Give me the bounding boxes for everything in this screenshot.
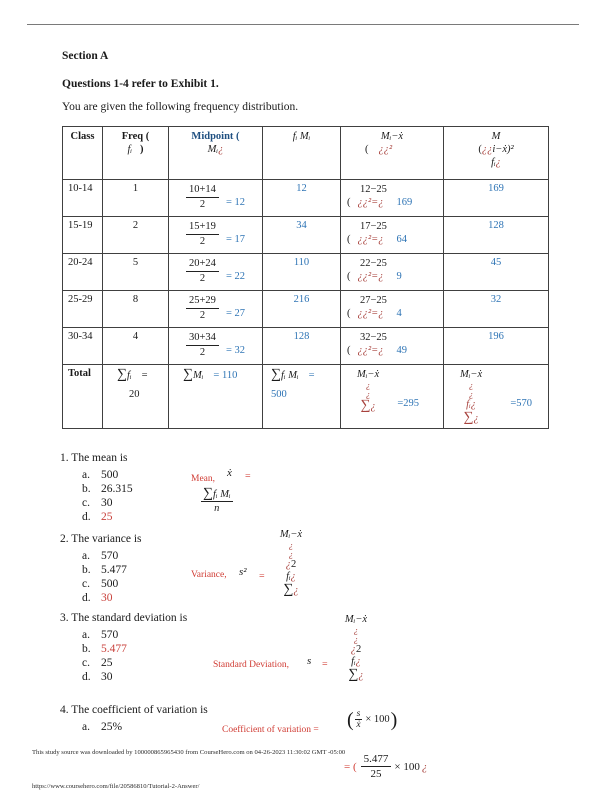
question-1: 1. The mean is a. 500 b. 26.315 c. 30 d. 25: [60, 452, 133, 523]
option-1a: a. 500: [82, 469, 119, 481]
question-2: 2. The variance is a. 570 b. 5.477 c. 500 d. 30: [60, 533, 142, 604]
section-title: Section A: [62, 50, 109, 62]
cell-deviation: 12−25 ( ¿¿²=¿ 169: [341, 180, 444, 217]
coefficient-expression: ( $\frac{s}{\text{ẋ}}$ × 100 ): [347, 708, 398, 731]
variance-variable: s²: [239, 566, 247, 578]
variance-equals: =: [259, 571, 265, 582]
option-2c: c. 500: [82, 578, 119, 590]
coefficient-formula-label: Coefficient of variation =: [222, 725, 319, 735]
cell-midpoint: $\frac{25+29}{2}$ = 27: [169, 291, 263, 328]
option-2b: b. 5.477: [82, 564, 127, 576]
stddev-formula-stack: Mᵢ−ẋ ¿ ¿ ¿2 fᵢ¿ ∑¿: [344, 614, 368, 682]
coursehero-download-note: This study source was downloaded by 100000865965430 from CourseHero.com on 04-26-2023 11:30:02 GMT -05:00: [32, 749, 346, 756]
cell-fimi: 216: [263, 291, 341, 328]
table-row: [63, 291, 549, 328]
cell-freq: 1: [103, 180, 169, 217]
coefficient-answer-expression: = ( $\frac{5.477}{25}$ × 100 ¿: [344, 753, 428, 780]
col-header-midpoint: Midpoint ( Mᵢ¿: [169, 127, 263, 180]
question-4: 4. The coefficient of variation is a. 25%: [60, 704, 208, 733]
cell-fimi: 128: [263, 328, 341, 365]
cell-squared-dev: 128: [444, 217, 549, 254]
page-divider: [27, 24, 579, 25]
exhibit-reference: Questions 1-4 refer to Exhibit 1.: [62, 78, 219, 90]
table-header-row: [63, 127, 549, 180]
table-row: [63, 328, 549, 365]
cell-total-deviation: Mᵢ−ẋ ¿ ¿ ∑¿ =295: [341, 365, 444, 429]
cell-squared-dev: 45: [444, 254, 549, 291]
option-1b: b. 26.315: [82, 483, 133, 495]
cell-midpoint: $\frac{20+24}{2}$ = 22: [169, 254, 263, 291]
col-header-squared-dev: M (¿¿i−ẋ)² fᵢ¿: [444, 127, 549, 180]
cell-total-squared-dev: Mᵢ−ẋ ¿ ¿ fᵢ¿ ∑¿ =570: [444, 365, 549, 429]
cell-midpoint: $\frac{10+14}{2}$ = 12: [169, 180, 263, 217]
option-4a: a. 25%: [82, 721, 123, 733]
cell-fimi: 110: [263, 254, 341, 291]
option-3c: c. 25: [82, 657, 113, 669]
cell-class: 20-24: [63, 254, 103, 291]
cell-deviation: 17−25 ( ¿¿²=¿ 64: [341, 217, 444, 254]
table-row: [63, 254, 549, 291]
intro-text: You are given the following frequency distribution.: [62, 101, 299, 113]
cell-total-freq: ∑fᵢ = 20: [103, 365, 169, 429]
option-3d: d. 30: [82, 671, 113, 683]
option-3b: b. 5.477: [82, 643, 127, 655]
cell-midpoint: $\frac{15+19}{2}$ = 17: [169, 217, 263, 254]
col-header-deviation: Mᵢ−ẋ ( ¿¿²: [341, 127, 444, 180]
cell-total-midpoint: ∑Mᵢ = 110: [169, 365, 263, 429]
cell-class: 15-19: [63, 217, 103, 254]
table-row: [63, 217, 549, 254]
cell-deviation: 22−25 ( ¿¿²=¿ 9: [341, 254, 444, 291]
mean-variable: ẋ: [227, 467, 232, 479]
cell-fimi: 12: [263, 180, 341, 217]
coursehero-url-link[interactable]: https://www.coursehero.com/file/20586810/Tutorial-2-Answer/: [32, 783, 200, 790]
cell-fimi: 34: [263, 217, 341, 254]
cell-freq: 2: [103, 217, 169, 254]
mean-formula-label: Mean,: [191, 474, 216, 484]
cell-deviation: 32−25 ( ¿¿²=¿ 49: [341, 328, 444, 365]
cell-total-label: Total: [63, 365, 103, 429]
option-1d: d. 25: [82, 511, 113, 523]
cell-class: 25-29: [63, 291, 103, 328]
cell-freq: 4: [103, 328, 169, 365]
cell-total-fimi: ∑fᵢ Mᵢ = 500: [263, 365, 341, 429]
col-header-freq: Freq ( fᵢ ): [103, 127, 169, 180]
frequency-table: [62, 126, 549, 429]
stddev-variable: s: [307, 655, 312, 667]
mean-equals: =: [245, 471, 251, 482]
cell-squared-dev: 196: [444, 328, 549, 365]
cell-class: 10-14: [63, 180, 103, 217]
cell-class: 30-34: [63, 328, 103, 365]
variance-formula-label: Variance,: [191, 570, 227, 580]
cell-midpoint: $\frac{30+34}{2}$ = 32: [169, 328, 263, 365]
cell-freq: 8: [103, 291, 169, 328]
mean-fraction: $\frac{\text{∑fᵢ Mᵢ}}{n}$: [203, 486, 231, 514]
col-header-fimi: fᵢ Mᵢ: [263, 127, 341, 180]
variance-formula-stack: Mᵢ−ẋ ¿ ¿ ¿2 fᵢ¿ ∑¿: [279, 529, 303, 597]
cell-squared-dev: 32: [444, 291, 549, 328]
option-2a: a. 570: [82, 550, 119, 562]
cell-freq: 5: [103, 254, 169, 291]
question-3: 3. The standard deviation is a. 570 b. 5.477 c. 25 d. 30: [60, 612, 188, 683]
table-row: [63, 180, 549, 217]
option-2d: d. 30: [82, 592, 113, 604]
cell-squared-dev: 169: [444, 180, 549, 217]
col-header-class: Class: [63, 127, 103, 180]
option-1c: c. 30: [82, 497, 113, 509]
table-total-row: [63, 365, 549, 429]
cell-deviation: 27−25 ( ¿¿²=¿ 4: [341, 291, 444, 328]
stddev-formula-label: Standard Deviation,: [213, 660, 289, 670]
option-3a: a. 570: [82, 629, 119, 641]
stddev-equals: =: [322, 659, 328, 670]
